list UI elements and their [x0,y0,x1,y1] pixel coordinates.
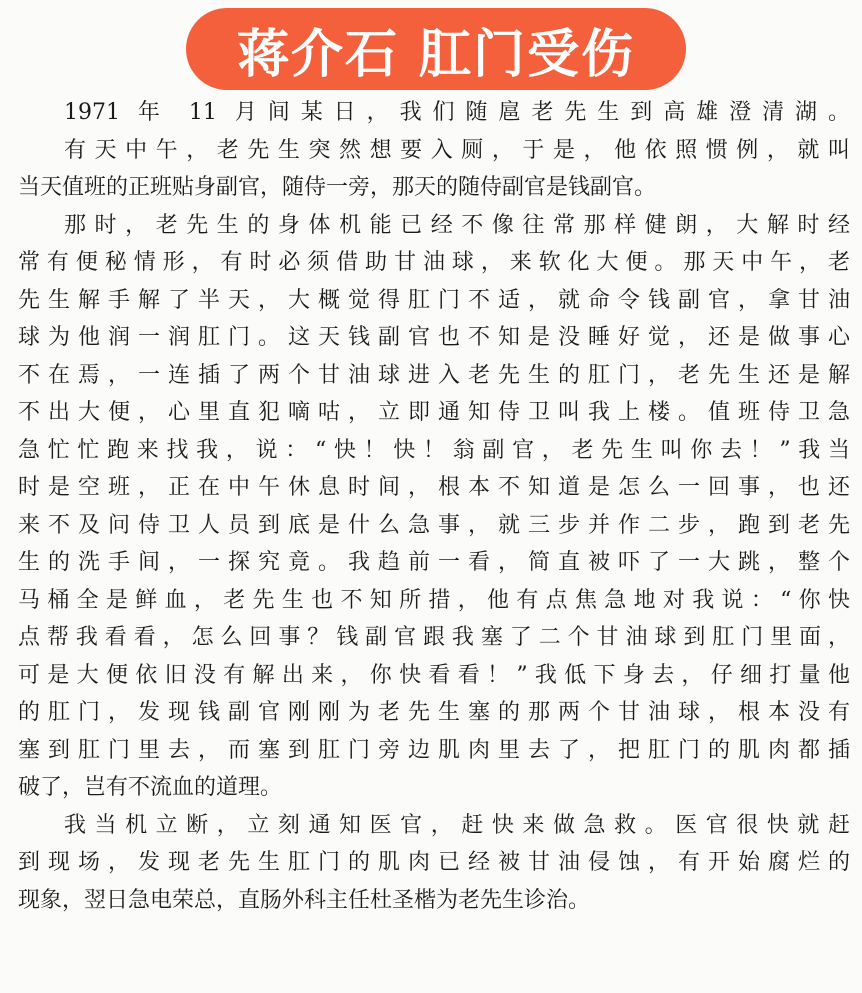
text-line: 的肛门，发现钱副官刚刚为老先生塞的那两个甘油球，根本没有 [18,700,850,725]
text-line: 时是空班，正在中午休息时间，根本不知道是怎么一回事，也还 [18,475,850,500]
text-line: 可是大便依旧没有解出来，你快看看！”我低下身去，仔细打量他 [18,662,850,688]
text-line: 急忙忙跑来找我，说：“快！快！翁副官，老先生叫你去！”我当 [18,437,850,463]
text-line: 破了，岂有不流血的道理。 [18,775,283,800]
text-line: 先生解手解了半天，大概觉得肛门不适，就命令钱副官，拿甘油 [18,287,850,313]
text-line: 到现场，发现老先生肛门的肌肉已经被甘油侵蚀，有开始腐烂的 [18,850,850,875]
text-line: 那时，老先生的身体机能已经不像往常那样健朗，大解时经 [64,212,850,238]
page-title: 蒋介石 肛门受伤 [236,23,636,85]
text-line: 不出大便，心里直犯嘀咕，立即通知侍卫叫我上楼。值班侍卫急 [18,400,850,425]
article-body [18,94,850,919]
text-line: 我当机立断，立刻通知医官，赶快来做急救。医官很快就赶 [64,812,850,838]
title-banner [186,8,686,90]
text-line: 常有便秘情形，有时必须借助甘油球，来软化大便。那天中午，老 [18,250,850,275]
text-line: 1971 年 11 月间某日，我们随扈老先生到高雄澄清湖。 [64,100,850,125]
text-line: 球为他润一润肛门。这天钱副官也不知是没睡好觉，还是做事心 [18,325,850,350]
text-line: 不在焉，一连插了两个甘油球进入老先生的肛门，老先生还是解 [18,362,850,388]
text-line: 点帮我看看，怎么回事？钱副官跟我塞了二个甘油球到肛门里面， [18,625,850,650]
text-line: 塞到肛门里去，而塞到肛门旁边肌肉里去了，把肛门的肌肉都插 [18,737,850,763]
text-line: 当天值班的正班贴身副官，随侍一旁，那天的随侍副官是钱副官。 [18,175,657,200]
text-line: 有天中午，老先生突然想要入厕，于是，他依照惯例，就叫 [64,137,850,163]
text-line: 现象，翌日急电荣总，直肠外科主任杜圣楷为老先生诊治。 [18,887,591,913]
text-line: 来不及问侍卫人员到底是什么急事，就三步并作二步，跑到老先 [18,512,850,538]
text-line: 马桶全是鲜血，老先生也不知所措，他有点焦急地对我说：“你快 [18,587,850,613]
text-line: 生的洗手间，一探究竟。我趋前一看，简直被吓了一大跳，整个 [18,550,850,575]
